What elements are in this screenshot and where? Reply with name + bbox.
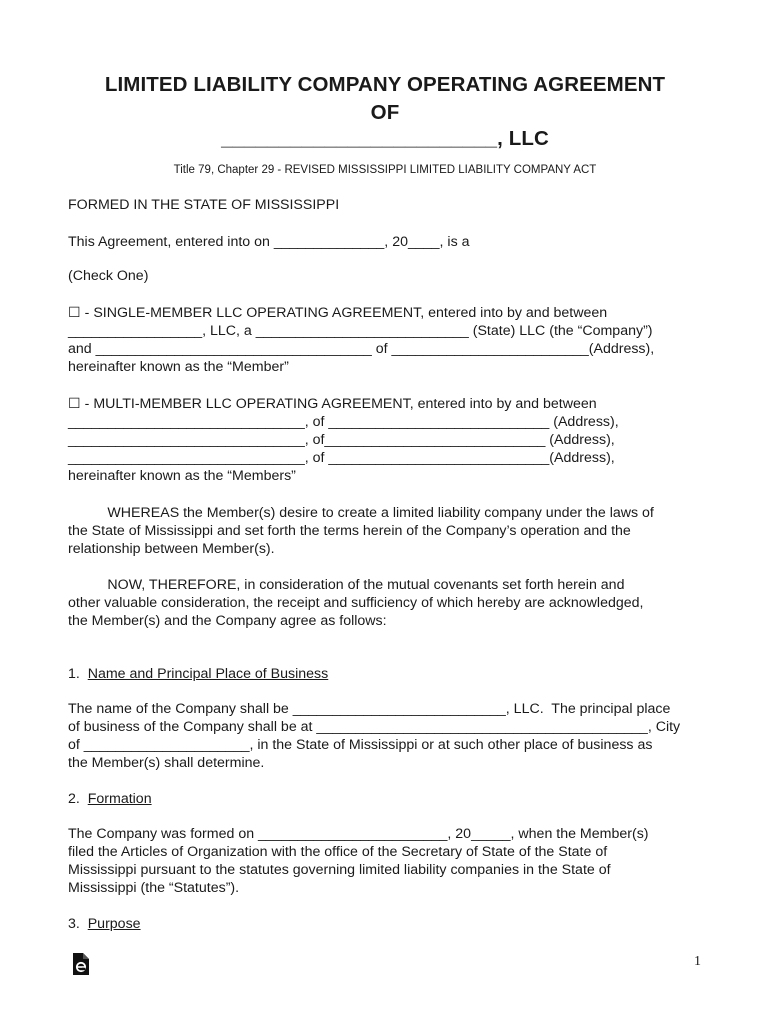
single-member-option[interactable]: ☐ - SINGLE-MEMBER LLC OPERATING AGREEMENT, entered into by and between: [68, 305, 608, 321]
section-1-line-3: of _____________________, in the State of Mississippi or at such other place of business as: [68, 737, 653, 753]
multi-member-option[interactable]: ☐ - MULTI-MEMBER LLC OPERATING AGREEMENT, entered into by and between: [68, 396, 597, 412]
section-3-heading: [68, 915, 141, 933]
section-1-number: 1.: [68, 666, 88, 682]
multi-member-line-5: hereinafter known as the “Members”: [68, 468, 296, 484]
section-2-title: Formation: [87, 791, 152, 807]
section-1-line-1: The name of the Company shall be ___________________________, LLC. The principal place: [68, 701, 671, 717]
now-therefore-line-1: NOW, THEREFORE, in consideration of the mutual covenants set forth herein and: [68, 577, 625, 593]
page-number: 1: [694, 954, 701, 969]
multi-member-line-3: ______________________________, of____________________________ (Address),: [68, 432, 615, 448]
single-member-line-2: _________________, LLC, a ___________________________ (State) LLC (the “Company”): [68, 323, 653, 339]
document-title-line-2: OF: [370, 101, 400, 124]
section-2-line-3: Mississippi pursuant to the statutes governing limited liability companies in the State of: [68, 862, 611, 878]
section-2-line-2: filed the Articles of Organization with the office of the Secretary of State of the State of: [68, 844, 608, 860]
section-1-heading: [68, 665, 328, 683]
section-1-title: Name and Principal Place of Business: [87, 666, 329, 682]
multi-member-line-2: ______________________________, of ____________________________ (Address),: [68, 414, 619, 430]
section-3-number: 3.: [68, 916, 88, 932]
now-therefore-line-3: the Member(s) and the Company agree as follows:: [68, 613, 387, 629]
eforms-logo-icon: [72, 952, 90, 976]
single-member-line-3: and ___________________________________ of _________________________(Address),: [68, 341, 655, 357]
formed-statement: FORMED IN THE STATE OF MISSISSIPPI: [68, 197, 340, 213]
section-1-line-2: of business of the Company shall be at __________________________________________, City: [68, 719, 681, 735]
document-title-line-3: ________________________, LLC: [221, 127, 549, 150]
section-2-line-1: The Company was formed on ________________________, 20_____, when the Member(s): [68, 826, 649, 842]
section-2-heading: [68, 790, 152, 808]
whereas-line-1: WHEREAS the Member(s) desire to create a limited liability company under the laws of: [68, 505, 654, 521]
document-title-line-1: LIMITED LIABILITY COMPANY OPERATING AGREEMENT: [104, 73, 666, 96]
document-subtitle: Title 79, Chapter 29 - REVISED MISSISSIPPI LIMITED LIABILITY COMPANY ACT: [173, 164, 597, 176]
agreement-date-line: This Agreement, entered into on ______________, 20____, is a: [68, 234, 470, 250]
whereas-line-3: relationship between Member(s).: [68, 541, 275, 557]
section-2-line-4: Mississippi (the “Statutes”).: [68, 880, 240, 896]
multi-member-line-4: ______________________________, of ____________________________(Address),: [68, 450, 615, 466]
section-3-title: Purpose: [87, 916, 141, 932]
section-2-number: 2.: [68, 791, 88, 807]
single-member-line-4: hereinafter known as the “Member”: [68, 359, 289, 375]
check-one-label: (Check One): [68, 268, 149, 284]
section-1-line-4: the Member(s) shall determine.: [68, 755, 265, 771]
now-therefore-line-2: other valuable consideration, the receipt and sufficiency of which hereby are acknowledged,: [68, 595, 644, 611]
whereas-line-2: the State of Mississippi and set forth the terms herein of the Company’s operation and the: [68, 523, 631, 539]
